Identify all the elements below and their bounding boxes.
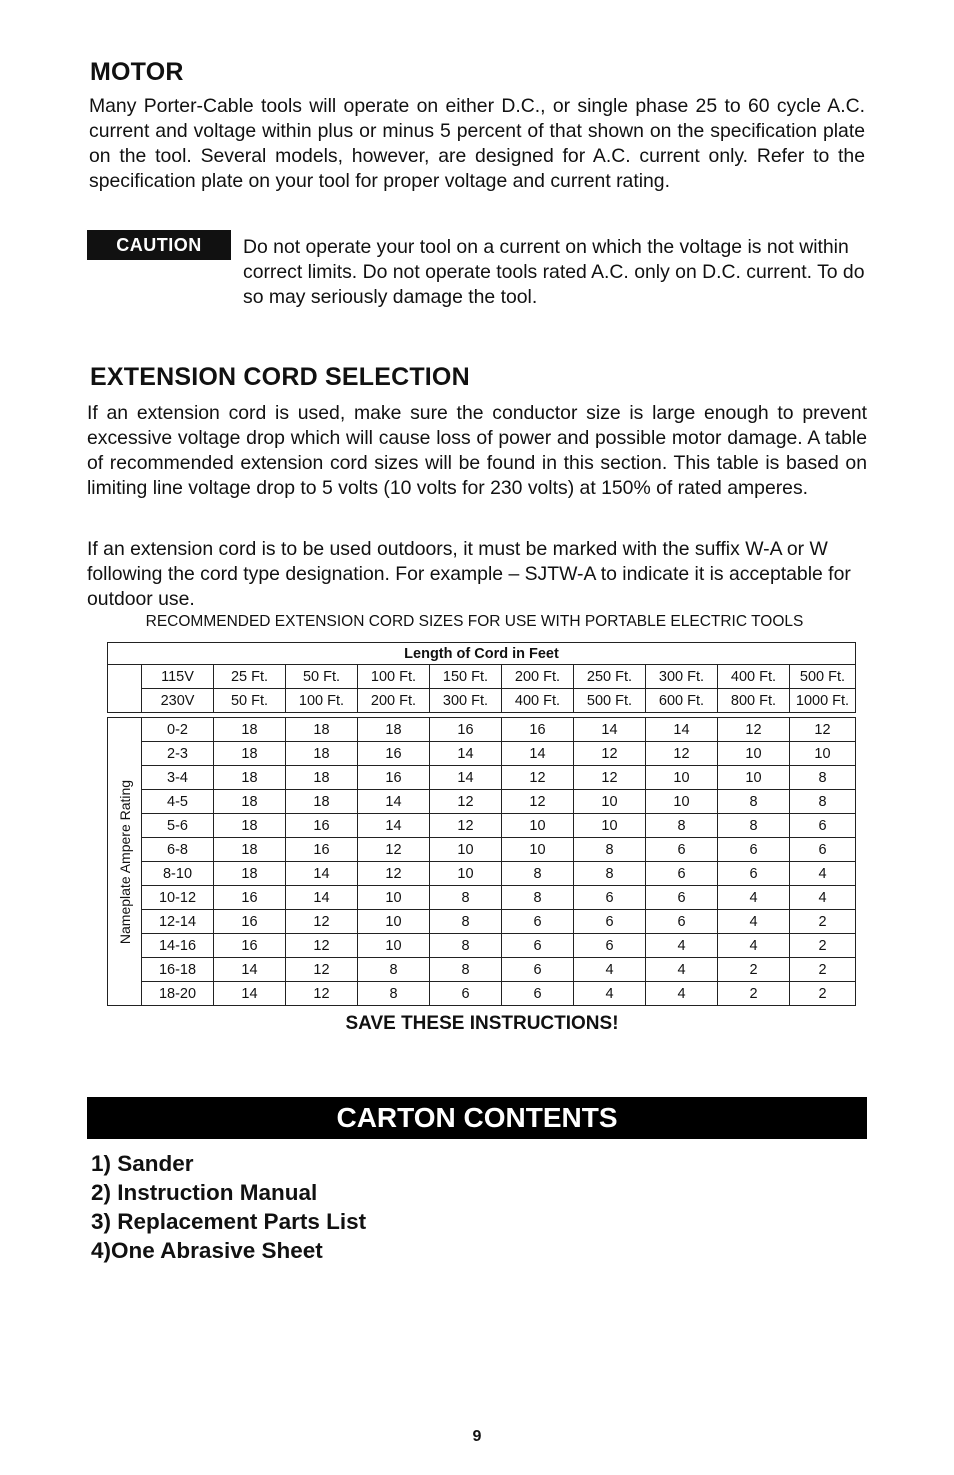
gauge-cell: 14 (358, 790, 430, 814)
ampere-range-cell: 0-2 (142, 718, 214, 742)
gauge-cell: 18 (214, 742, 286, 766)
length-230-cell: 400 Ft. (502, 689, 574, 713)
gauge-cell: 2 (790, 910, 856, 934)
gauge-cell: 12 (286, 958, 358, 982)
gauge-cell: 16 (286, 838, 358, 862)
gauge-cell: 12 (502, 790, 574, 814)
gauge-cell: 8 (646, 814, 718, 838)
extension-paragraph-2: If an extension cord is to be used outdoors, it must be marked with the suffix W-A or W following the cord type designation. For example – SJTW-A to indicate it is acceptable for outdoor use. (87, 538, 851, 610)
gauge-cell: 6 (502, 910, 574, 934)
gauge-cell: 6 (502, 934, 574, 958)
length-115-cell: 25 Ft. (214, 665, 286, 689)
gauge-cell: 16 (358, 766, 430, 790)
blank-corner-cell (108, 689, 142, 713)
table-row (108, 790, 856, 814)
ampere-range-cell: 18-20 (142, 982, 214, 1006)
extension-cord-table (107, 642, 856, 1006)
gauge-cell: 14 (286, 862, 358, 886)
table-row (108, 838, 856, 862)
gauge-cell: 18 (214, 790, 286, 814)
carton-contents-list (91, 1149, 366, 1265)
gauge-cell: 16 (214, 886, 286, 910)
gauge-cell: 8 (502, 886, 574, 910)
gauge-cell: 2 (790, 958, 856, 982)
carton-item: 4)One Abrasive Sheet (91, 1238, 323, 1263)
gauge-cell: 18 (286, 766, 358, 790)
length-230-cell: 200 Ft. (358, 689, 430, 713)
gauge-cell: 14 (430, 742, 502, 766)
carton-item: 1) Sander (91, 1151, 194, 1176)
gauge-cell: 4 (574, 982, 646, 1006)
length-115-cell: 50 Ft. (286, 665, 358, 689)
gauge-cell: 12 (286, 910, 358, 934)
gauge-cell: 4 (790, 886, 856, 910)
length-115-cell: 300 Ft. (646, 665, 718, 689)
motor-body: Many Porter-Cable tools will operate on either D.C., or single phase 25 to 60 cycle A.C. current and voltage within plus or minus 5 percent of that shown on the specification plate on the tool. Several models, however, are designed for A.C. current only. Refer to the specification plate on your tool for proper voltage and current rating. (89, 95, 865, 192)
gauge-cell: 6 (574, 934, 646, 958)
ampere-range-cell: 2-3 (142, 742, 214, 766)
gauge-cell: 10 (646, 790, 718, 814)
gauge-cell: 4 (574, 958, 646, 982)
caution-badge: CAUTION (87, 230, 231, 260)
gauge-cell: 14 (214, 958, 286, 982)
gauge-cell: 16 (214, 910, 286, 934)
table-row (108, 766, 856, 790)
ampere-range-cell: 16-18 (142, 958, 214, 982)
gauge-cell: 6 (646, 838, 718, 862)
length-115-cell: 500 Ft. (790, 665, 856, 689)
gauge-cell: 2 (718, 958, 790, 982)
length-230-cell: 300 Ft. (430, 689, 502, 713)
extension-cord-table-wrapper (107, 642, 856, 1006)
gauge-cell: 6 (646, 910, 718, 934)
gauge-cell: 8 (718, 790, 790, 814)
gauge-cell: 8 (718, 814, 790, 838)
gauge-cell: 18 (214, 838, 286, 862)
gauge-cell: 10 (430, 838, 502, 862)
table-row (108, 718, 856, 742)
voltage-115-label: 115V (142, 665, 214, 689)
length-115-cell: 100 Ft. (358, 665, 430, 689)
voltage-230-label: 230V (142, 689, 214, 713)
gauge-cell: 6 (430, 982, 502, 1006)
gauge-cell: 8 (358, 958, 430, 982)
gauge-cell: 18 (358, 718, 430, 742)
gauge-cell: 18 (214, 814, 286, 838)
table-row (108, 814, 856, 838)
table-row (108, 862, 856, 886)
blank-corner-cell (108, 665, 142, 689)
gauge-cell: 6 (790, 838, 856, 862)
length-115-cell: 400 Ft. (718, 665, 790, 689)
gauge-cell: 10 (574, 790, 646, 814)
gauge-cell: 12 (286, 934, 358, 958)
carton-item: 3) Replacement Parts List (91, 1209, 367, 1234)
length-header: Length of Cord in Feet (108, 643, 856, 665)
gauge-cell: 18 (286, 742, 358, 766)
gauge-cell: 12 (430, 814, 502, 838)
gauge-cell: 12 (502, 766, 574, 790)
table-row (108, 982, 856, 1006)
ampere-rating-axis-text: Nameplate Ampere Rating (116, 779, 133, 944)
table-row (108, 934, 856, 958)
gauge-cell: 4 (790, 862, 856, 886)
gauge-cell: 14 (214, 982, 286, 1006)
header-row-230v (108, 689, 856, 713)
gauge-cell: 12 (574, 766, 646, 790)
gauge-cell: 8 (430, 958, 502, 982)
gauge-cell: 18 (214, 718, 286, 742)
gauge-cell: 10 (430, 862, 502, 886)
page-number: 9 (472, 1428, 482, 1445)
gauge-cell: 6 (502, 958, 574, 982)
table-row (108, 742, 856, 766)
length-230-cell: 600 Ft. (646, 689, 718, 713)
header-row-115v (108, 665, 856, 689)
gauge-cell: 6 (574, 886, 646, 910)
gauge-cell: 8 (358, 982, 430, 1006)
length-115-cell: 250 Ft. (574, 665, 646, 689)
ampere-range-cell: 12-14 (142, 910, 214, 934)
ampere-range-cell: 6-8 (142, 838, 214, 862)
table-row (108, 958, 856, 982)
carton-item: 2) Instruction Manual (91, 1180, 318, 1205)
length-115-cell: 150 Ft. (430, 665, 502, 689)
gauge-cell: 6 (574, 910, 646, 934)
gauge-cell: 12 (286, 982, 358, 1006)
length-115-cell: 200 Ft. (502, 665, 574, 689)
caution-text: Do not operate your tool on a current on which the voltage is not within correct limits. Do not operate tools rated A.C. only on D.C. current. To do so may seriously damage the tool. (243, 236, 865, 308)
gauge-cell: 2 (790, 982, 856, 1006)
gauge-cell: 14 (646, 718, 718, 742)
gauge-cell: 10 (358, 934, 430, 958)
ampere-range-cell: 14-16 (142, 934, 214, 958)
ampere-range-cell: 10-12 (142, 886, 214, 910)
gauge-cell: 12 (574, 742, 646, 766)
gauge-cell: 14 (574, 718, 646, 742)
gauge-cell: 12 (358, 838, 430, 862)
gauge-cell: 8 (790, 766, 856, 790)
gauge-cell: 10 (718, 742, 790, 766)
gauge-cell: 16 (358, 742, 430, 766)
gauge-cell: 16 (430, 718, 502, 742)
gauge-cell: 4 (646, 934, 718, 958)
gauge-cell: 10 (502, 838, 574, 862)
gauge-cell: 12 (646, 742, 718, 766)
gauge-cell: 10 (646, 766, 718, 790)
gauge-cell: 18 (214, 862, 286, 886)
gauge-cell: 12 (430, 790, 502, 814)
gauge-cell: 18 (214, 766, 286, 790)
gauge-cell: 4 (646, 958, 718, 982)
gauge-cell: 4 (718, 910, 790, 934)
gauge-cell: 10 (502, 814, 574, 838)
length-230-cell: 1000 Ft. (790, 689, 856, 713)
gauge-cell: 16 (286, 814, 358, 838)
gauge-cell: 6 (790, 814, 856, 838)
gauge-cell: 16 (502, 718, 574, 742)
gauge-cell: 4 (646, 982, 718, 1006)
gauge-cell: 14 (286, 886, 358, 910)
length-230-cell: 50 Ft. (214, 689, 286, 713)
length-230-cell: 800 Ft. (718, 689, 790, 713)
extension-paragraph-1: If an extension cord is used, make sure the conductor size is large enough to prevent excessive voltage drop which will cause loss of power and possible motor damage. A table of recommended extension cord sizes will be found in this section. This table is based on limiting line voltage drop to 5 volts (10 volts for 230 volts) at 150% of rated amperes. (87, 402, 867, 499)
gauge-cell: 10 (790, 742, 856, 766)
gauge-cell: 18 (286, 790, 358, 814)
length-230-cell: 100 Ft. (286, 689, 358, 713)
gauge-cell: 8 (430, 886, 502, 910)
gauge-cell: 14 (502, 742, 574, 766)
ampere-range-cell: 8-10 (142, 862, 214, 886)
ampere-range-cell: 5-6 (142, 814, 214, 838)
gauge-cell: 12 (358, 862, 430, 886)
save-instructions-note: SAVE THESE INSTRUCTIONS! (345, 1013, 619, 1034)
gauge-cell: 10 (718, 766, 790, 790)
gauge-cell: 6 (718, 838, 790, 862)
gauge-cell: 6 (502, 982, 574, 1006)
table-caption: RECOMMENDED EXTENSION CORD SIZES FOR USE WITH PORTABLE ELECTRIC TOOLS (145, 613, 804, 630)
table-row (108, 886, 856, 910)
gauge-cell: 18 (286, 718, 358, 742)
gauge-cell: 8 (430, 910, 502, 934)
gauge-cell: 12 (790, 718, 856, 742)
gauge-cell: 8 (574, 862, 646, 886)
ampere-rating-axis-label (108, 718, 142, 1006)
length-230-cell: 500 Ft. (574, 689, 646, 713)
gauge-cell: 2 (718, 982, 790, 1006)
motor-heading: MOTOR (90, 58, 184, 86)
gauge-cell: 6 (646, 862, 718, 886)
gauge-cell: 8 (790, 790, 856, 814)
gauge-cell: 6 (646, 886, 718, 910)
gauge-cell: 8 (574, 838, 646, 862)
gauge-cell: 4 (718, 934, 790, 958)
gauge-cell: 4 (718, 886, 790, 910)
gauge-cell: 12 (718, 718, 790, 742)
gauge-cell: 10 (358, 910, 430, 934)
gauge-cell: 10 (358, 886, 430, 910)
gauge-cell: 6 (718, 862, 790, 886)
carton-contents-banner: CARTON CONTENTS (87, 1097, 867, 1139)
gauge-cell: 16 (214, 934, 286, 958)
ampere-range-cell: 3-4 (142, 766, 214, 790)
gauge-cell: 8 (502, 862, 574, 886)
gauge-cell: 14 (430, 766, 502, 790)
gauge-cell: 10 (574, 814, 646, 838)
table-row (108, 910, 856, 934)
ampere-range-cell: 4-5 (142, 790, 214, 814)
gauge-cell: 2 (790, 934, 856, 958)
gauge-cell: 8 (430, 934, 502, 958)
extension-heading: EXTENSION CORD SELECTION (90, 363, 470, 391)
gauge-cell: 14 (358, 814, 430, 838)
